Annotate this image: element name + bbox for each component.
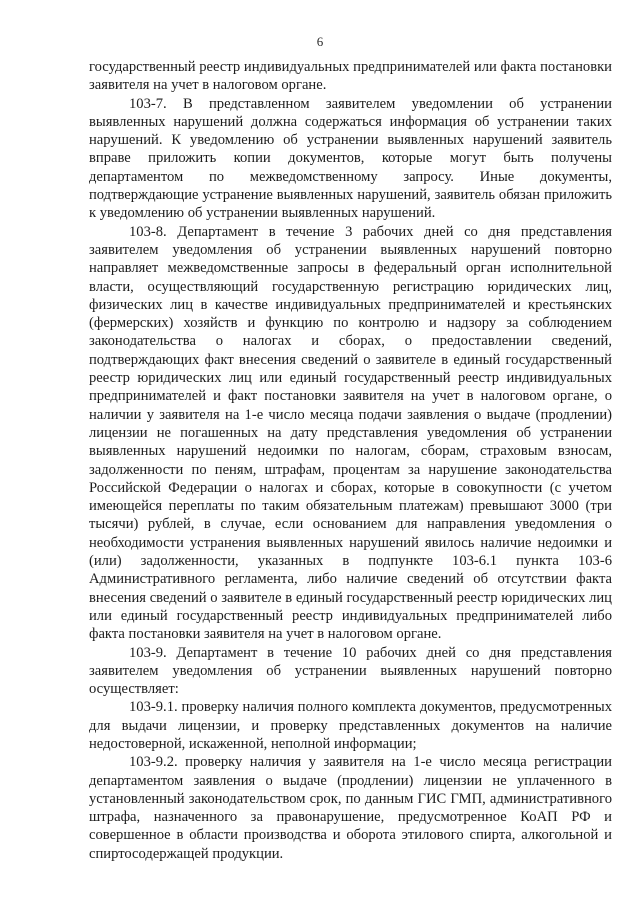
paragraph-103-9-2: 103-9.2. проверку наличия у заявителя на 1-е число месяца регистрации департаментом заявления о выдаче (продлении) лицензии не уплаченного в установленный законодательством срок, по данным ГИС ГМП, административного штрафа, назначенного за правонарушение, предусмотренное КоАП РФ и совершенное в области производства и оборота этилового спирта, алкогольной и спиртосодержащей продукции. [89, 754, 612, 862]
page-number: 6 [316, 34, 324, 49]
paragraph-103-9-1: 103-9.1. проверку наличия полного комплекта документов, предусмотренных для выдачи лицензии, и проверку представленных документов на наличие недостоверной, искаженной, неполной информации; [89, 699, 612, 752]
document-body [89, 58, 612, 863]
paragraph-103-9: 103-9. Департамент в течение 10 рабочих дней со дня представления заявителем уведомления об устранении выявленных нарушений повторно осуществляет: [89, 644, 612, 698]
paragraph-103-7: 103-7. В представленном заявителем уведомлении об устранении выявленных нарушений должна содержаться информация об устранении таких нарушений. К уведомлению об устранении выявленных нарушений заявитель вправе приложить копии документов, которые могут быть получены департаментом по межведомственному запросу. Иные документы, подтверждающие устранение выявленных нарушений, заявитель обязан приложить к уведомлению об устранении выявленных нарушений. [89, 95, 612, 222]
paragraph-103-8: 103-8. Департамент в течение 3 рабочих дней со дня представления заявителем уведомления об устранении выявленных нарушений повторно направляет межведомственные запросы в федеральный орган исполнительной власти, осуществляющий государственную регистрацию юридических лиц, физических лиц в качестве индивидуальных предпринимателей и крестьянских (фермерских) хозяйств и функцию по контролю и надзору за соблюдением законодательства о налогах и сборах, о предоставлении сведений, подтверждающих факт внесения сведений о заявителе в единый государственный реестр юридических лиц или единый государственный реестр индивидуальных предпринимателей и факт постановки заявителя на учет в налоговом органе, о наличии у заявителя на 1-е число месяца подачи заявления о выдаче (продлении) лицензии не погашенных на дату представления уведомления об устранении выявленных нарушений недоимки по налогам, сборам, страховым взносам, задолженности по пеням, штрафам, процентам за нарушение законодательства Российской Федерации о налогах и сборах, которые в совокупности (с учетом имеющейся переплаты по таким обязательным платежам) превышают 3000 (три тысячи) рублей, в случае, если основанием для направления уведомления о необходимости устранения выявленных нарушений явилось наличие недоимки и (или) задолженности, указанных в подпункте 103-6.1 пункта 103-6 Административного регламента, либо наличие сведений об отсутствии факта внесения сведений о заявителе в единый государственный реестр юридических лиц или единый государственный реестр индивидуальных предпринимателей либо факта постановки заявителя на учет в налоговом органе. [89, 223, 612, 643]
paragraph-continuation: государственный реестр индивидуальных предпринимателей или факта постановки заявителя на учет в налоговом органе. [89, 59, 612, 94]
